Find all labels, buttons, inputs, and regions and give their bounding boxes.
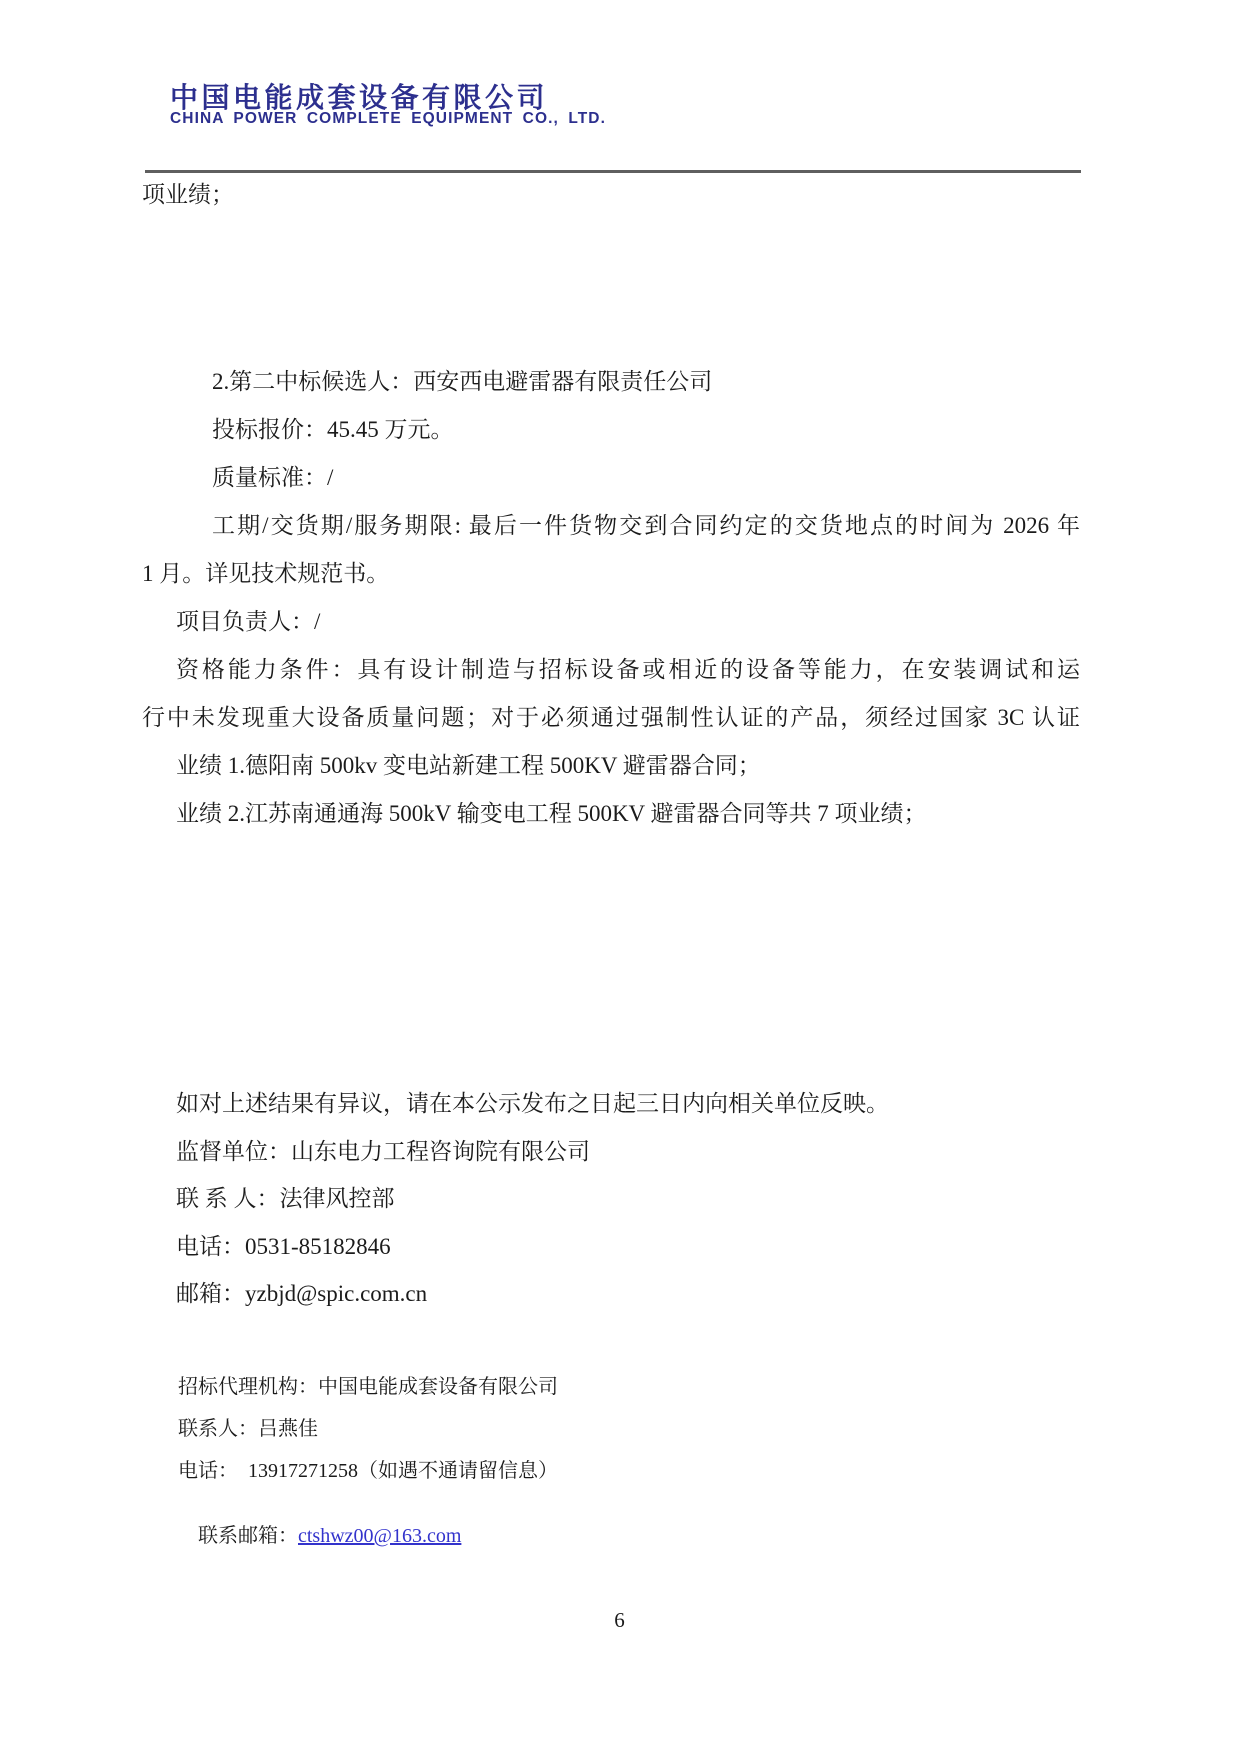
agency-line-contact-person: 联系人：吕燕佳	[178, 1418, 318, 1440]
body-line-achievement-1: 业绩 1.德阳南 500kv 变电站新建工程 500KV 避雷器合同；	[176, 753, 761, 778]
notice-line-contact-person: 联 系 人：法律风控部	[176, 1186, 395, 1211]
body-line-project-manager: 项目负责人：/	[176, 609, 321, 634]
company-logo-english: CHINA POWER COMPLETE EQUIPMENT CO., LTD.	[170, 110, 606, 127]
body-line-bid-price: 投标报价：45.45 万元。	[212, 417, 454, 442]
contact-email-link[interactable]: ctshwz00@163.com	[298, 1525, 462, 1547]
body-line-delivery-period-1: 工期/交货期/服务期限: 最后一件货物交到合同约定的交货地点的时间为 2026 年	[212, 513, 1080, 538]
body-line-qualification-2: 行中未发现重大设备质量问题；对于必须通过强制性认证的产品，须经过国家 3C 认证	[142, 705, 1080, 730]
agency-line-email	[178, 1500, 461, 1572]
carryover-text: 项业绩；	[142, 182, 234, 207]
body-line-qualification-1: 资格能力条件：具有设计制造与招标设备或相近的设备等能力，在安装调试和运	[176, 657, 1080, 682]
contact-email-label: 联系邮箱：	[198, 1525, 298, 1547]
page-number: 6	[614, 1608, 625, 1632]
body-line-quality-standard: 质量标准：/	[212, 465, 334, 490]
notice-line-supervision-unit: 监督单位：山东电力工程咨询院有限公司	[176, 1139, 590, 1164]
company-logo-chinese: 中国电能成套设备有限公司	[170, 82, 549, 113]
body-line-candidate-title: 2.第二中标候选人：西安西电避雷器有限责任公司	[212, 369, 713, 394]
agency-line-name: 招标代理机构：中国电能成套设备有限公司	[178, 1376, 558, 1398]
agency-line-phone: 电话： 13917271258（如遇不通请留信息）	[178, 1460, 558, 1482]
notice-line-email: 邮箱：yzbjd@spic.com.cn	[176, 1281, 428, 1306]
header-divider	[145, 170, 1081, 173]
notice-line-objection: 如对上述结果有异议，请在本公示发布之日起三日内向相关单位反映。	[176, 1091, 889, 1116]
body-line-achievement-2: 业绩 2.江苏南通通海 500kV 输变电工程 500KV 避雷器合同等共 7 项业绩；	[176, 801, 927, 826]
body-line-delivery-period-2: 1 月。详见技术规范书。	[142, 561, 390, 586]
notice-line-phone: 电话：0531-85182846	[176, 1234, 391, 1259]
